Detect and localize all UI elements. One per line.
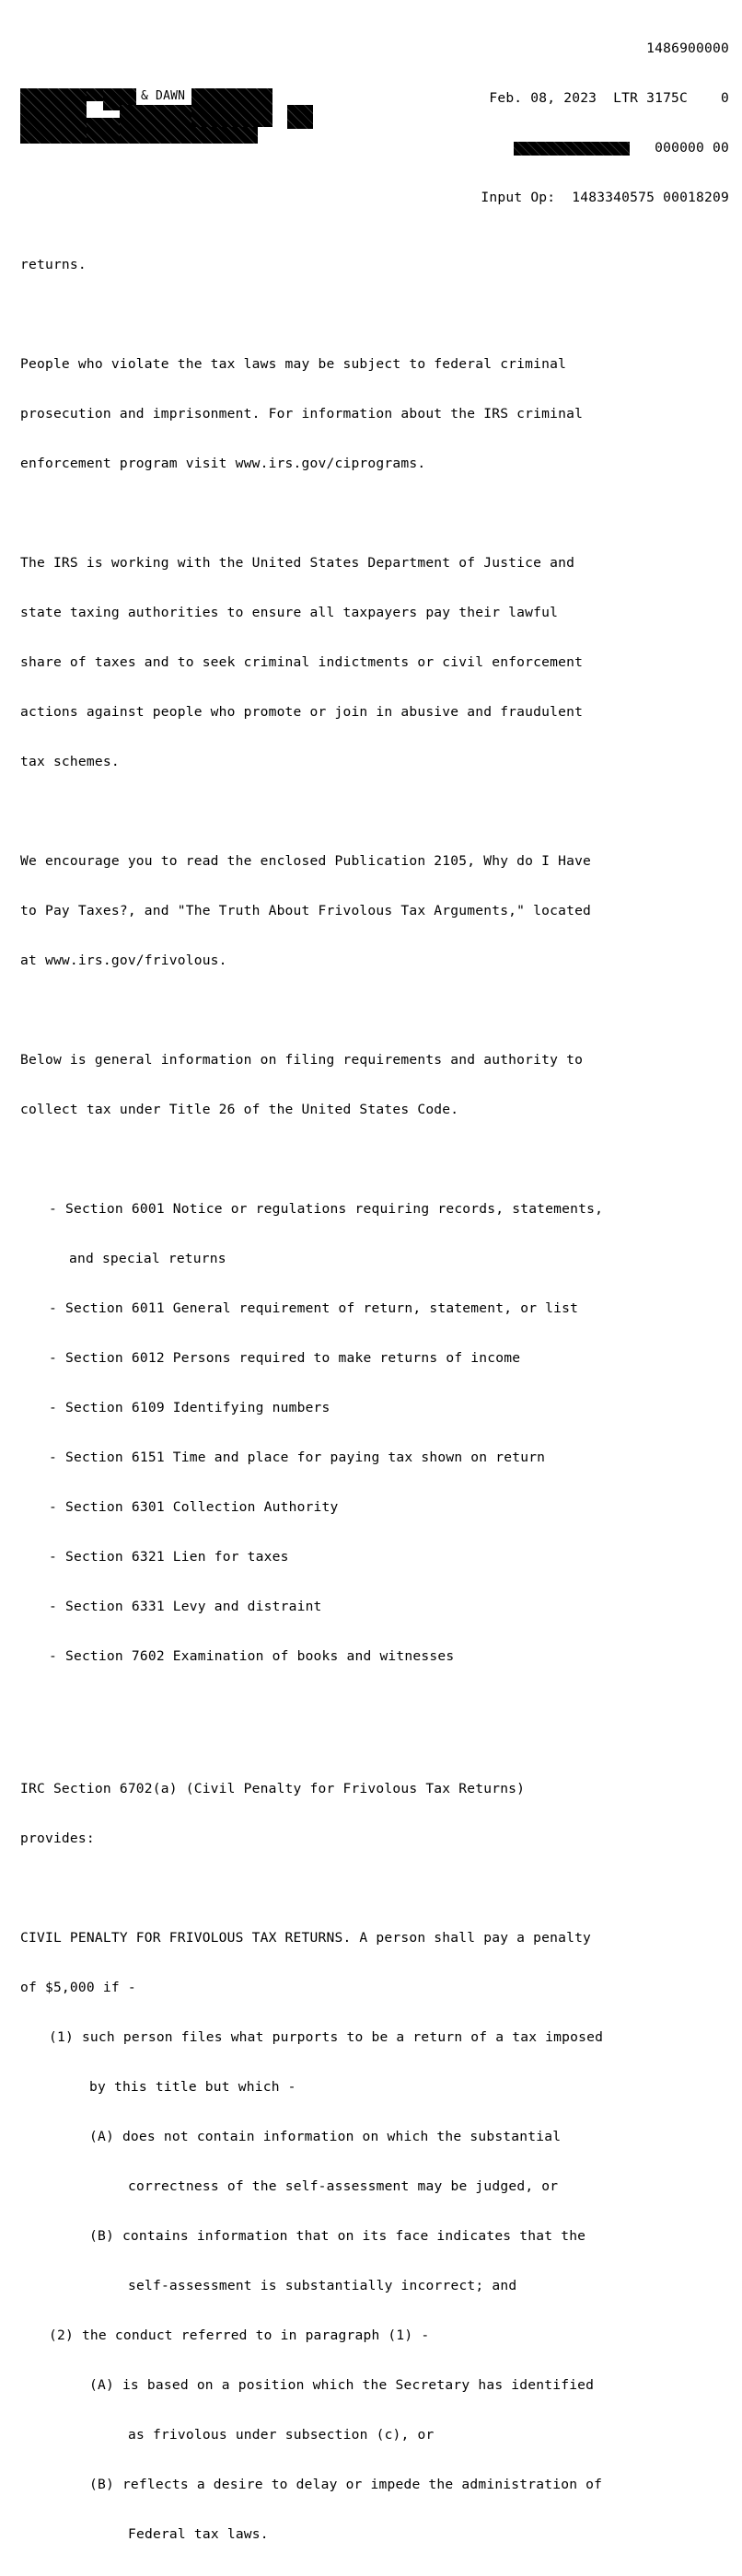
para-criminal-line-1: People who violate the tax laws may be subject to federal criminal [20, 356, 567, 372]
redaction-block [514, 142, 630, 156]
para-publication-line-2: to Pay Taxes?, and "The Truth About Frivolous Tax Arguments," located [20, 903, 592, 918]
penalty-line-1: CIVIL PENALTY FOR FRIVOLOUS TAX RETURNS. A person shall pay a penalty [20, 1930, 592, 1946]
letter-code: 0 [721, 90, 729, 106]
section-item: - Section 6011 General requirement of return, statement, or list [49, 1300, 579, 1316]
redaction-block [87, 88, 103, 101]
clause-2-line-1: (2) the conduct referred to in paragraph (1) - [49, 2328, 430, 2343]
para-publication-line-3: at www.irs.gov/frivolous. [20, 953, 227, 968]
section-item: - Section 6012 Persons required to make returns of income [49, 1350, 521, 1366]
irc-line-2: provides: [20, 1831, 95, 1846]
section-list [20, 1168, 729, 1698]
section-item: - Section 6331 Levy and distraint [49, 1599, 322, 1614]
section-item-continuation: and special returns [69, 1251, 226, 1266]
letter-number: LTR 3175C [613, 90, 689, 106]
para-criminal-line-2: prosecution and imprisonment. For information about the IRS criminal [20, 406, 584, 422]
redaction-block [87, 118, 122, 144]
clause-1-line-2: by this title but which - [89, 2079, 296, 2095]
input-op-line: Input Op: 1483340575 00018209 [481, 190, 729, 205]
para-criminal-line-3: enforcement program visit www.irs.gov/ciprograms. [20, 456, 426, 471]
clause-2a-line-1: (A) is based on a position which the Secretary has identified [89, 2377, 595, 2393]
clause-1-line-1: (1) such person files what purports to be a return of a tax imposed [49, 2029, 604, 2045]
redaction-block [191, 88, 272, 127]
letter-date: Feb. 08, 2023 [489, 90, 597, 106]
clause-2a-line-2: as frivolous under subsection (c), or [128, 2427, 435, 2443]
redaction-block [287, 105, 313, 129]
header-line-1: 1486900000 [646, 40, 729, 56]
clause-1a-line-1: (A) does not contain information on which the substantial [89, 2129, 562, 2144]
penalty-line-2: of $5,000 if - [20, 1980, 136, 1995]
recipient-name-visible: & DAWN [138, 90, 188, 103]
header-line-2 [481, 90, 729, 107]
irc-line-1: IRC Section 6702(a) (Civil Penalty for Frivolous Tax Returns) [20, 1781, 526, 1796]
clause-2b-line-1: (B) reflects a desire to delay or impede the administration of [89, 2477, 603, 2492]
recipient-address [20, 88, 315, 145]
clause-1b-line-2: self-assessment is substantially incorrect; and [128, 2278, 517, 2293]
section-item: - Section 6321 Lien for taxes [49, 1549, 289, 1565]
section-item: - Section 6301 Collection Authority [49, 1499, 339, 1515]
header-line-3 [481, 140, 729, 156]
clause-1a-line-2: correctness of the self-assessment may be judged, or [128, 2178, 559, 2194]
section-item: - Section 6151 Time and place for paying tax shown on return [49, 1450, 546, 1465]
para-doj-line-3: share of taxes and to seek criminal indictments or civil enforcement [20, 654, 584, 670]
para-doj-line-1: The IRS is working with the United States Department of Justice and [20, 555, 575, 571]
section-item: - Section 6109 Identifying numbers [49, 1400, 330, 1415]
letter-body [20, 224, 729, 2576]
section-item: - Section 7602 Examination of books and witnesses [49, 1648, 455, 1664]
para-doj-line-2: state taxing authorities to ensure all taxpayers pay their lawful [20, 605, 559, 620]
redaction-block [20, 88, 87, 144]
para-returns: returns. [20, 257, 87, 272]
clause-2b-line-2: Federal tax laws. [128, 2526, 269, 2542]
para-doj-line-4: actions against people who promote or join in abusive and fraudulent [20, 704, 584, 720]
header-line-3-tail: 000000 00 [655, 140, 729, 156]
para-doj-line-5: tax schemes. [20, 754, 120, 769]
para-below-line-2: collect tax under Title 26 of the United States Code. [20, 1102, 459, 1117]
letter-header [481, 7, 729, 239]
para-below-line-1: Below is general information on filing requirements and authority to [20, 1052, 584, 1068]
clause-1b-line-1: (B) contains information that on its face indicates that the [89, 2228, 586, 2244]
section-item: - Section 6001 Notice or regulations requiring records, statements, [49, 1201, 604, 1217]
para-publication-line-1: We encourage you to read the enclosed Publication 2105, Why do I Have [20, 853, 592, 869]
